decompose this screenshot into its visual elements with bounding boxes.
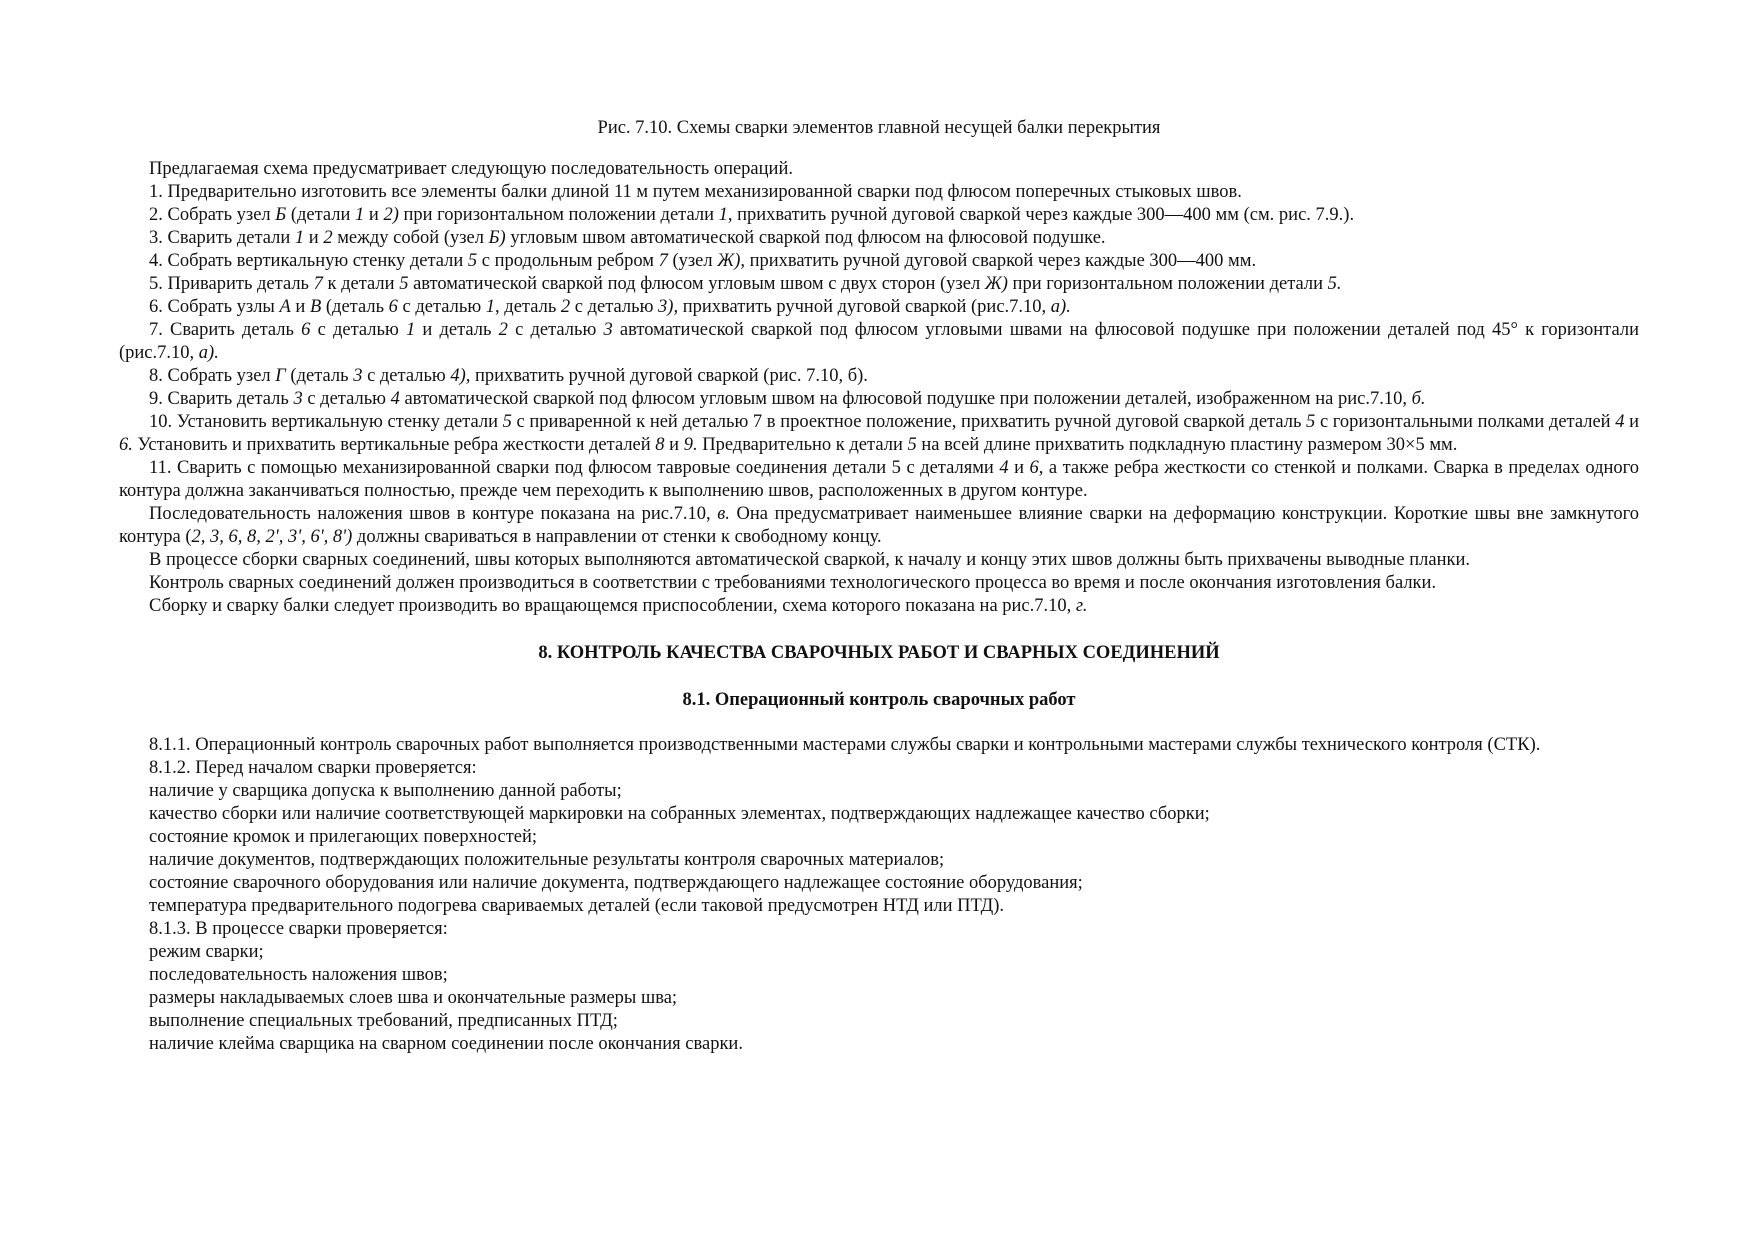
list-item: состояние сварочного оборудования или наличие документа, подтверждающего надлежащее состояние оборудования; xyxy=(149,873,1083,893)
list-item: наличие документов, подтверждающих положительные результаты контроля сварочных материалов; xyxy=(149,850,945,870)
document-page xyxy=(119,117,1639,1056)
paragraph: 3. Сварить детали 1 и 2 между собой (узел Б) угловым швом автоматической сваркой под флюсом на флюсовой подушке. xyxy=(149,228,1106,248)
list-item: наличие у сварщика допуска к выполнению данной работы; xyxy=(149,781,622,801)
paragraph: Предлагаемая схема предусматривает следующую последовательность операций. xyxy=(149,159,793,179)
section-heading: 8. КОНТРОЛЬ КАЧЕСТВА СВАРОЧНЫХ РАБОТ И СВАРНЫХ СОЕДИНЕНИЙ xyxy=(538,643,1220,663)
list-item: температура предварительного подогрева свариваемых деталей (если таковой предусмотрен НТД или ПТД). xyxy=(149,896,1005,916)
paragraph: 1. Предварительно изготовить все элементы балки длиной 11 м путем механизированной сварки под флюсом поперечных стыковых швов. xyxy=(149,182,1242,202)
paragraph: 7. Сварить деталь 6 с деталью 1 и деталь 2 с деталью 3 автоматической сваркой под флюсом угловыми швами на флюсовой подушке при положении деталей под 45° к горизонтали (рис.7.10, а). xyxy=(119,320,1639,363)
paragraph: 6. Собрать узлы А и В (деталь 6 с деталью 1, деталь 2 с деталью 3), прихватить ручной дуговой сваркой (рис.7.10, а). xyxy=(149,297,1071,317)
subsection-heading: 8.1. Операционный контроль сварочных работ xyxy=(682,690,1076,710)
paragraph: 8.1.3. В процессе сварки проверяется: xyxy=(149,919,448,939)
figure-caption: Рис. 7.10. Схемы сварки элементов главной несущей балки перекрытия xyxy=(597,118,1161,138)
paragraph: В процессе сборки сварных соединений, швы которых выполняются автоматической сваркой, к началу и концу этих швов должны быть прихвачены выводные планки. xyxy=(149,550,1470,570)
list-item: качество сборки или наличие соответствующей маркировки на собранных элементах, подтверждающих надлежащее качество сборки; xyxy=(149,804,1210,824)
paragraph: Контроль сварных соединений должен производиться в соответствии с требованиями технологического процесса во время и после окончания изготовления балки. xyxy=(149,573,1437,593)
list-item: размеры накладываемых слоев шва и окончательные размеры шва; xyxy=(149,988,678,1008)
paragraph: 4. Собрать вертикальную стенку детали 5 с продольным ребром 7 (узел Ж), прихватить ручной дуговой сваркой через каждые 300—400 мм. xyxy=(149,251,1257,271)
paragraph: 11. Сварить с помощью механизированной сварки под флюсом тавровые соединения детали 5 с деталями 4 и 6, а также ребра жесткости со стенкой и полками. Сварка в пределах одного контура должна заканчиваться полностью, прежде чем переходить к выполнению швов, расположенных в другом контуре. xyxy=(119,458,1640,501)
paragraph: 8.1.1. Операционный контроль сварочных работ выполняется производственными мастерами службы сварки и контрольными мастерами службы технического контроля (СТК). xyxy=(149,735,1541,755)
list-item: наличие клейма сварщика на сварном соединении после окончания сварки. xyxy=(149,1034,743,1054)
assembly-procedure xyxy=(119,158,1639,618)
paragraph: 8. Собрать узел Г (деталь 3 с деталью 4), прихватить ручной дуговой сваркой (рис. 7.10, б). xyxy=(149,366,868,386)
spacer xyxy=(119,712,1639,734)
paragraph: Сборку и сварку балки следует производить во вращающемся приспособлении, схема которого показана на рис.7.10, г. xyxy=(149,596,1088,616)
control-procedure xyxy=(119,734,1639,1056)
paragraph: 10. Установить вертикальную стенку детали 5 с приваренной к ней деталью 7 в проектное положение, прихватить ручной дуговой сваркой деталь 5 с горизонтальными полками деталей 4 и 6. Установить и прихватить вертикальные ребра жесткости деталей 8 и 9. Предварительно к детали 5 на всей длине прихватить подкладную пластину размером 30×5 мм. xyxy=(119,412,1640,455)
list-item: последовательность наложения швов; xyxy=(149,965,448,985)
paragraph: 8.1.2. Перед началом сварки проверяется: xyxy=(149,758,477,778)
paragraph: 9. Сварить деталь 3 с деталью 4 автоматической сваркой под флюсом угловым швом на флюсовой подушке при положении деталей, изображенном на рис.7.10, б. xyxy=(149,389,1426,409)
list-item: выполнение специальных требований, предписанных ПТД; xyxy=(149,1011,618,1031)
paragraph: 2. Собрать узел Б (детали 1 и 2) при горизонтальном положении детали 1, прихватить ручной дуговой сваркой через каждые 300—400 мм (см. рис. 7.9.). xyxy=(149,205,1355,225)
paragraph: 5. Приварить деталь 7 к детали 5 автоматической сваркой под флюсом угловым швом с двух сторон (узел Ж) при горизонтальном положении детали 5. xyxy=(149,274,1342,294)
list-item: состояние кромок и прилегающих поверхностей; xyxy=(149,827,538,847)
list-item: режим сварки; xyxy=(149,942,264,962)
paragraph: Последовательность наложения швов в контуре показана на рис.7.10, в. Она предусматривает наименьшее влияние сварки на деформацию конструкции. Короткие швы вне замкнутого контура (2, 3, 6, 8, 2', 3', 6', 8') должны свариваться в направлении от стенки к свободному концу. xyxy=(119,504,1639,547)
